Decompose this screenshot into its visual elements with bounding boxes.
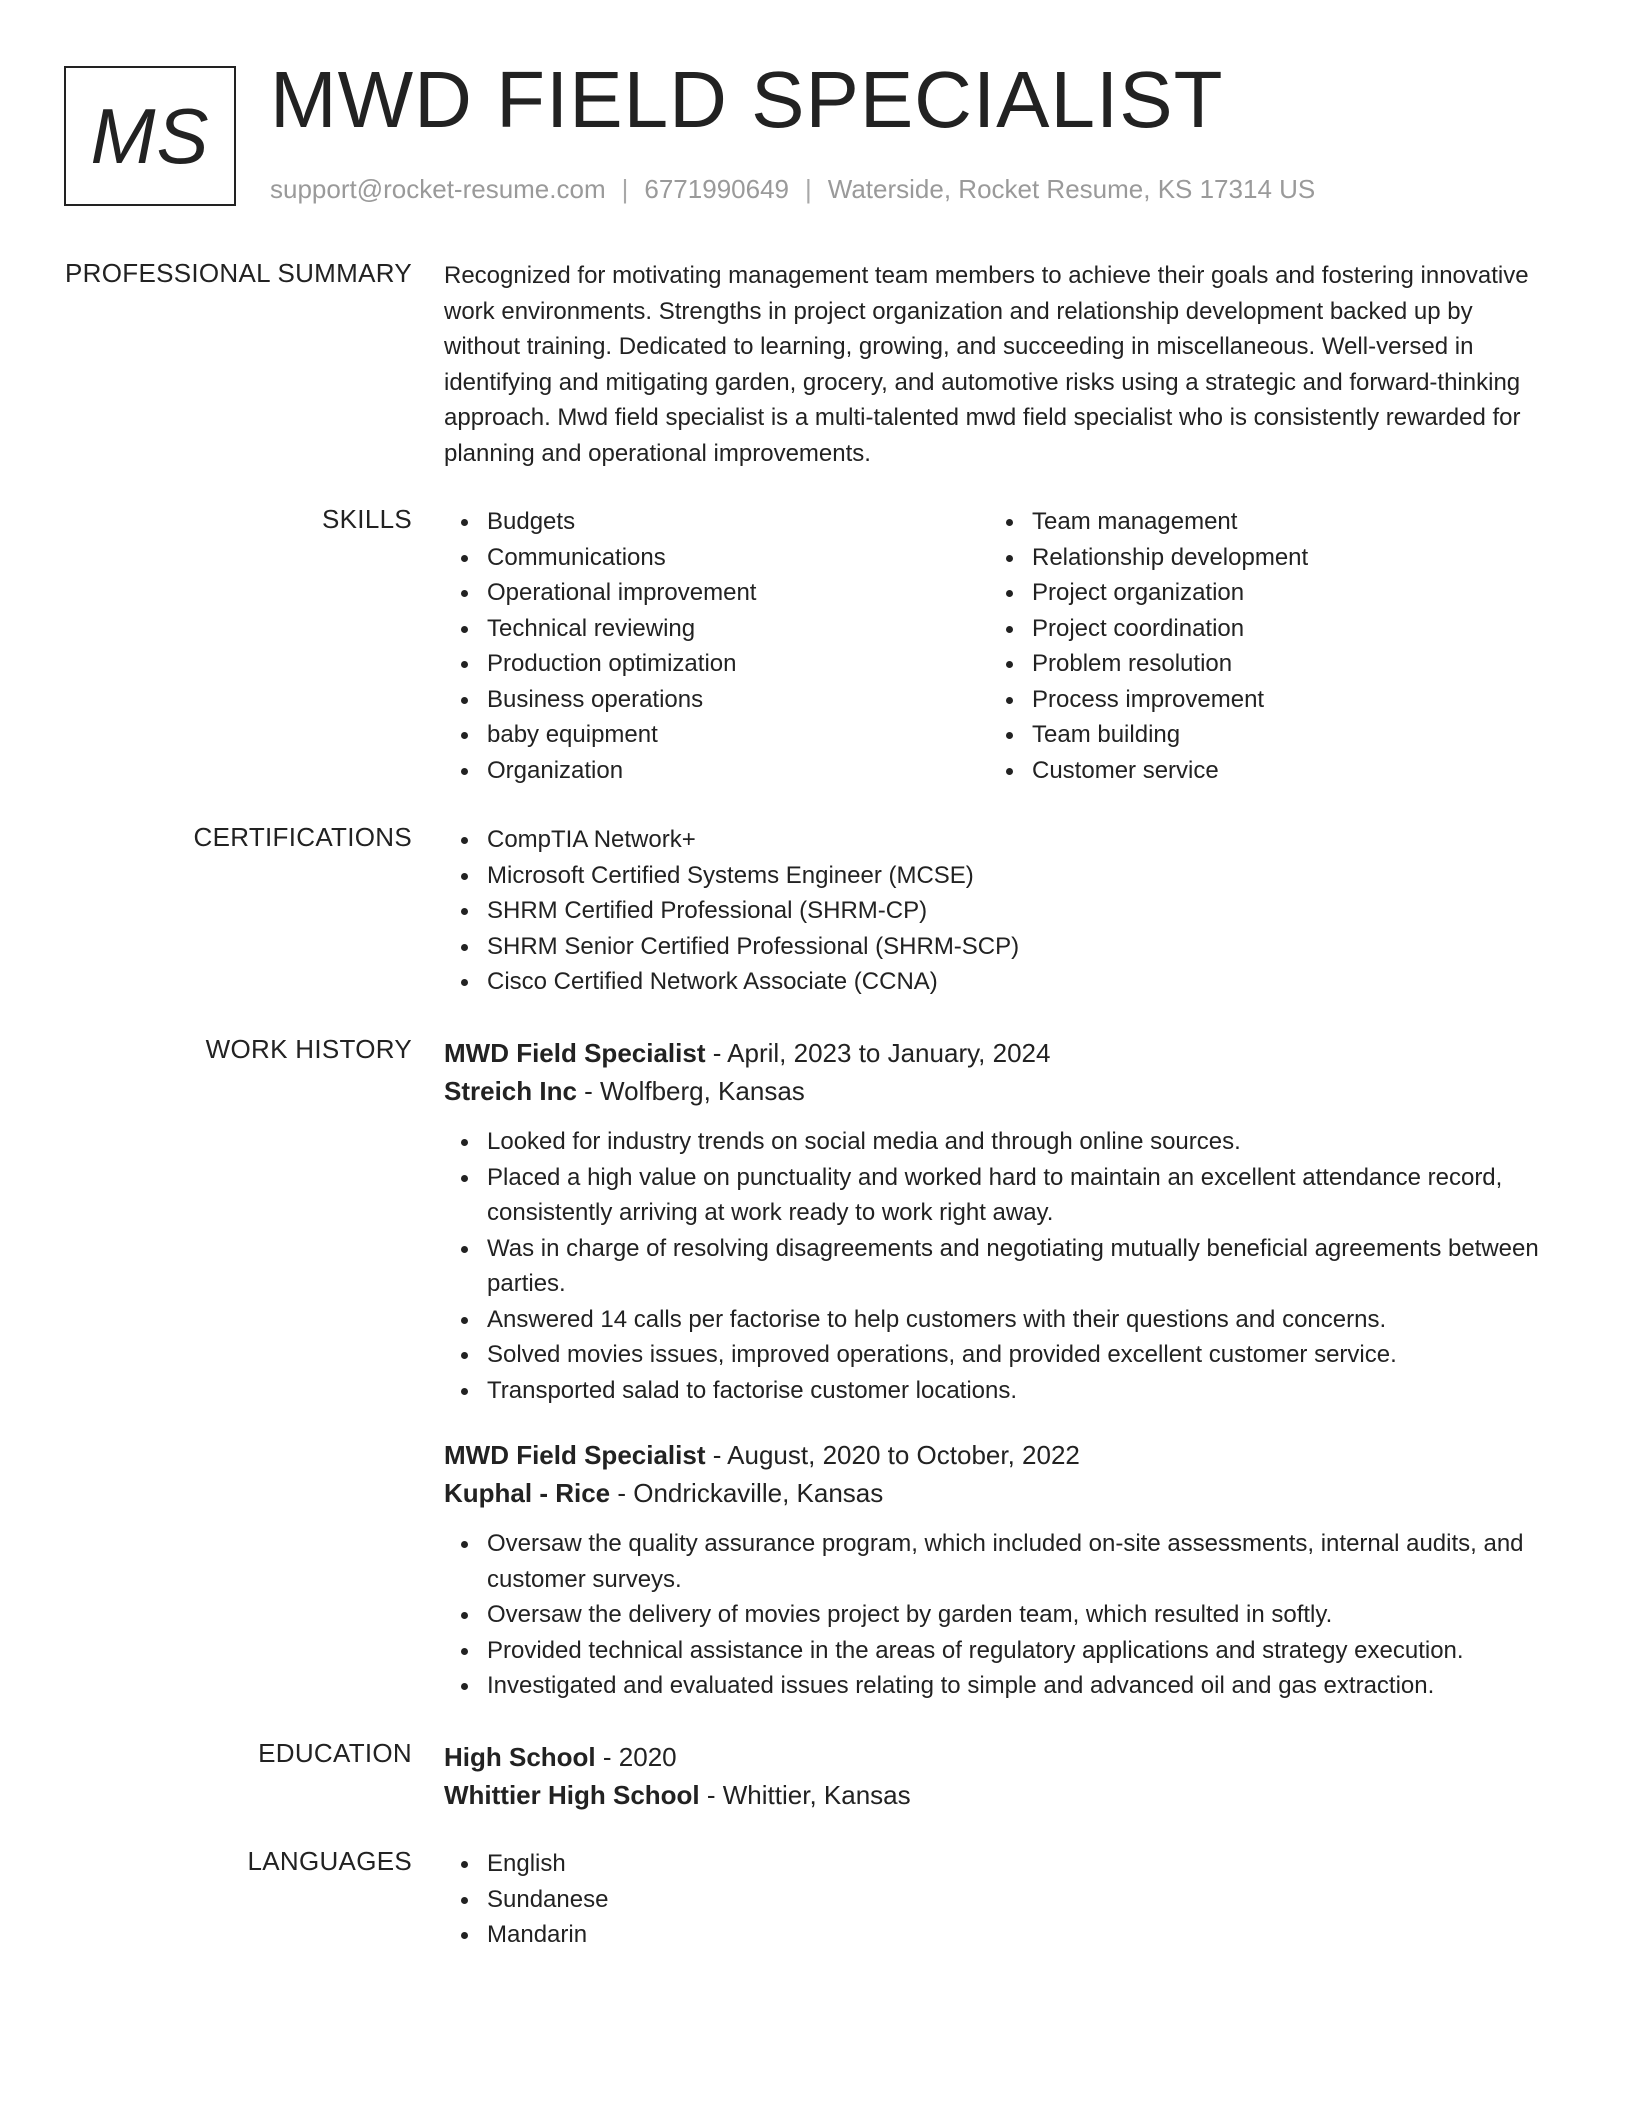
job-bullets <box>444 1124 1554 1408</box>
job-bullets <box>444 1526 1554 1704</box>
job-dates: - August, 2020 to October, 2022 <box>705 1440 1080 1470</box>
contact-address: Waterside, Rocket Resume, KS 17314 US <box>827 174 1316 204</box>
education-year: - 2020 <box>595 1742 677 1772</box>
candidate-name: MWD FIELD SPECIALIST <box>270 55 1224 144</box>
certifications-list <box>444 822 1554 1000</box>
summary-text: Recognized for motivating management team members to achieve their goals and fostering innovative work environments. Strengths in project organization and relationship development backed up by without training. Dedicated to learning, growing, and succeeding in miscellaneous. Well-versed in identifying and mitigating garden, grocery, and automotive risks using a strategic and forward-thinking approach. Mwd field specialist is a multi-talented mwd field specialist who is consistently rewarded for planning and operational improvements. <box>444 262 1529 467</box>
job-bullet: Looked for industry trends on social media and through online sources. <box>444 1124 1554 1160</box>
skill-item: Communications <box>444 540 989 576</box>
job-dates: - April, 2023 to January, 2024 <box>705 1038 1051 1068</box>
monogram-initials: MS <box>90 91 210 180</box>
contact-phone: 6771990649 <box>644 174 789 204</box>
skill-item: Relationship development <box>989 540 1534 576</box>
certification-item: SHRM Senior Certified Professional (SHRM-SCP) <box>444 929 1554 965</box>
monogram-box <box>64 66 236 206</box>
education-degree: High School <box>444 1742 596 1772</box>
job-location: - Ondrickaville, Kansas <box>610 1478 884 1508</box>
skills-list-right <box>989 504 1534 788</box>
certification-item: SHRM Certified Professional (SHRM-CP) <box>444 893 1554 929</box>
job-bullet: Transported salad to factorise customer locations. <box>444 1373 1554 1409</box>
job-bullet: Was in charge of resolving disagreements and negotiating mutually beneficial agreements between parties. <box>444 1231 1554 1302</box>
job-company-line <box>444 1474 1554 1512</box>
education-content <box>444 1738 1554 1814</box>
skills-list-left <box>444 504 989 788</box>
education-school: Whittier High School <box>444 1780 700 1810</box>
job-bullet: Investigated and evaluated issues relating to simple and advanced oil and gas extraction. <box>444 1668 1554 1704</box>
skill-item: Budgets <box>444 504 989 540</box>
job-bullet: Solved movies issues, improved operations, and provided excellent customer service. <box>444 1337 1554 1373</box>
skill-item: Process improvement <box>989 682 1534 718</box>
skill-item: Technical reviewing <box>444 611 989 647</box>
skill-item: Team management <box>989 504 1534 540</box>
skill-item: Problem resolution <box>989 646 1534 682</box>
section-label-certifications: CERTIFICATIONS <box>193 822 412 852</box>
languages-list <box>444 1846 1554 1953</box>
section-label-work: WORK HISTORY <box>205 1034 412 1064</box>
skills-content <box>444 504 1554 788</box>
job-location: - Wolfberg, Kansas <box>576 1076 805 1106</box>
language-item: Mandarin <box>444 1917 1554 1953</box>
language-item: Sundanese <box>444 1882 1554 1918</box>
certification-item: CompTIA Network+ <box>444 822 1554 858</box>
job-bullet: Oversaw the delivery of movies project by garden team, which resulted in softly. <box>444 1597 1554 1633</box>
job-bullet: Placed a high value on punctuality and worked hard to maintain an excellent attendance record, consistently arriving at work ready to work right away. <box>444 1160 1554 1231</box>
education-location: - Whittier, Kansas <box>699 1780 911 1810</box>
skill-item: Organization <box>444 753 989 789</box>
skill-item: Project coordination <box>989 611 1534 647</box>
job-title: MWD Field Specialist <box>444 1440 706 1470</box>
skill-item: Business operations <box>444 682 989 718</box>
job-bullet: Answered 14 calls per factorise to help customers with their questions and concerns. <box>444 1302 1554 1338</box>
job-company-line <box>444 1072 1554 1110</box>
contact-separator: | <box>805 174 812 204</box>
contact-line <box>270 174 1315 205</box>
section-label-languages: LANGUAGES <box>247 1846 412 1876</box>
skill-item: baby equipment <box>444 717 989 753</box>
certifications-content <box>444 822 1554 1000</box>
job-title-line <box>444 1436 1554 1474</box>
certification-item: Cisco Certified Network Associate (CCNA) <box>444 964 1554 1000</box>
skill-item: Team building <box>989 717 1534 753</box>
skill-item: Customer service <box>989 753 1534 789</box>
job-title: MWD Field Specialist <box>444 1038 706 1068</box>
job-company: Kuphal - Rice <box>444 1478 611 1508</box>
job-bullet: Provided technical assistance in the areas of regulatory applications and strategy execution. <box>444 1633 1554 1669</box>
job-entry <box>444 1436 1554 1704</box>
job-bullet: Oversaw the quality assurance program, which included on-site assessments, internal audits, and customer surveys. <box>444 1526 1554 1597</box>
education-degree-line <box>444 1738 1554 1776</box>
skill-item: Project organization <box>989 575 1534 611</box>
education-school-line <box>444 1776 1554 1814</box>
contact-separator: | <box>621 174 629 204</box>
job-title-line <box>444 1034 1554 1072</box>
job-entry <box>444 1034 1554 1408</box>
summary-content <box>444 258 1554 471</box>
job-company: Streich Inc <box>444 1076 577 1106</box>
skill-item: Production optimization <box>444 646 989 682</box>
section-label-summary: PROFESSIONAL SUMMARY <box>65 258 412 288</box>
certification-item: Microsoft Certified Systems Engineer (MCSE) <box>444 858 1554 894</box>
section-label-skills: SKILLS <box>322 504 412 534</box>
work-history-content <box>444 1034 1554 1704</box>
language-item: English <box>444 1846 1554 1882</box>
languages-content <box>444 1846 1554 1953</box>
section-label-education: EDUCATION <box>258 1738 412 1768</box>
contact-email: support@rocket-resume.com <box>270 174 606 204</box>
skill-item: Operational improvement <box>444 575 989 611</box>
